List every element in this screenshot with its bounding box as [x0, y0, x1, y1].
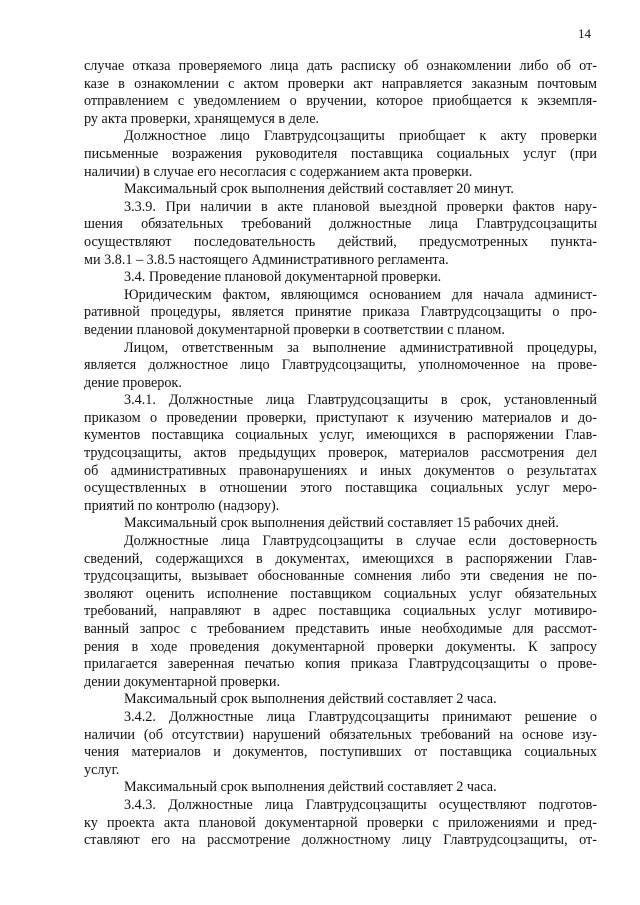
text-line: наличии) в случае его несогласия с содержанием акта проверки.	[84, 163, 473, 180]
text-line: отправлением с уведомлением о вручении, которое приобщается к экземпля-	[84, 93, 597, 110]
text-line: услуг.	[84, 761, 120, 778]
text-line: кументов поставщика социальных услуг, имеющихся в распоряжении Глав-	[84, 427, 597, 444]
page-number: 14	[578, 26, 591, 41]
paragraph	[84, 779, 597, 797]
text-line: 3.3.9. При наличии в акте плановой выездной проверки фактов нару-	[124, 198, 597, 215]
text-line: требований, направляют в адрес поставщика социальных услуг мотивиро-	[84, 603, 597, 620]
text-line: шения обязательных требований должностные лица Главтрудсоцзащиты	[84, 216, 597, 233]
text-line: письменные возражения руководителя поставщика социальных услуг (при	[84, 145, 597, 162]
text-line: 3.4.3. Должностные лица Главтрудсоцзащиты осуществляют подготов-	[124, 796, 597, 813]
text-line: осуществленных в отношении этого поставщика социальных услуг меро-	[84, 480, 597, 497]
text-line: сведений, содержащихся в документах, имеющихся в распоряжении Глав-	[84, 550, 597, 567]
paragraph	[84, 340, 597, 393]
paragraph	[84, 128, 597, 181]
text-line: Максимальный срок выполнения действий составляет 2 часа.	[124, 779, 497, 796]
text-line: рения в ходе проведения документарной проверки документы. К запросу	[84, 638, 597, 655]
paragraph	[84, 392, 597, 515]
text-line: ративной процедуры, является принятие приказа Главтрудсоцзащиты о про-	[84, 304, 597, 321]
text-line: случае отказа проверяемого лица дать расписку об ознакомлении либо об от-	[84, 58, 597, 74]
paragraph	[84, 199, 597, 269]
text-line: 3.4.2. Должностные лица Главтрудсоцзащиты принимают решение о	[124, 708, 597, 725]
text-line: Лицом, ответственным за выполнение административной процедуры,	[124, 339, 597, 356]
text-line: 3.4.1. Должностные лица Главтрудсоцзащиты в срок, установленный	[124, 392, 597, 409]
text-line: приказом о проведении проверки, приступают к изучению материалов и до-	[84, 409, 597, 426]
text-line: ми 3.8.1 – 3.8.5 настоящего Административного регламента.	[84, 251, 449, 268]
text-line: дении документарной проверки.	[84, 673, 281, 690]
text-line: 3.4. Проведение плановой документарной проверки.	[124, 269, 442, 286]
text-line: ведении плановой документарной проверки в соответствии с планом.	[84, 321, 505, 338]
text-line: наличии (об отсутствии) нарушений обязательных требований на основе изу-	[84, 726, 597, 743]
paragraph	[84, 533, 597, 691]
text-line: зволяют оценить исполнение поставщиком социальных услуг обязательных	[84, 585, 597, 602]
paragraph	[84, 691, 597, 709]
text-line: об административных правонарушениях и иных документов о результатах	[84, 462, 597, 479]
text-line: Должностные лица Главтрудсоцзащиты в случае если достоверность	[124, 533, 597, 550]
text-line: является должностное лицо Главтрудсоцзащиты, уполномоченное на прове-	[84, 357, 597, 374]
text-line: чения материалов и документов, поступивших от поставщика социальных	[84, 744, 597, 761]
text-line: Максимальный срок выполнения действий составляет 15 рабочих дней.	[124, 515, 559, 532]
paragraph	[84, 58, 597, 128]
text-line: прилагается заверенная печатью копия приказа Главтрудсоцзащиты о прове-	[84, 656, 597, 673]
paragraph	[84, 181, 597, 199]
text-line: Юридическим фактом, являющимся основанием для начала админист-	[124, 286, 597, 303]
text-line: трудсоцзащиты, актов предыдущих проверок, материалов рассмотрения дел	[84, 445, 597, 462]
text-line: Должностное лицо Главтрудсоцзащиты приобщает к акту проверки	[124, 128, 597, 145]
paragraph	[84, 269, 597, 287]
paragraph	[84, 797, 597, 850]
paragraph	[84, 709, 597, 779]
text-line: ру акта проверки, хранящемуся в деле.	[84, 110, 320, 127]
text-line: ванный запрос с требованием представить иные необходимые для рассмот-	[84, 621, 597, 637]
text-line: ку проекта акта плановой документарной проверки с приложениями и пред-	[84, 814, 597, 831]
text-line: осуществляют последовательность действий, предусмотренных пункта-	[84, 233, 597, 250]
text-line: трудсоцзащиты, вызывает обоснованные сомнения либо эти сведения не по-	[84, 568, 597, 585]
text-line: Максимальный срок выполнения действий составляет 2 часа.	[124, 691, 497, 708]
document-body	[84, 58, 597, 850]
paragraph	[84, 515, 597, 533]
text-line: ставляют его на рассмотрение должностному лицу Главтрудсоцзащиты, от-	[84, 832, 597, 849]
paragraph	[84, 287, 597, 340]
text-line: дение проверок.	[84, 374, 182, 391]
text-line: приятий по контролю (надзору).	[84, 497, 280, 514]
text-line: Максимальный срок выполнения действий составляет 20 минут.	[124, 181, 514, 198]
text-line: казе в ознакомлении с актом проверки акт направляется заказным почтовым	[84, 75, 597, 92]
